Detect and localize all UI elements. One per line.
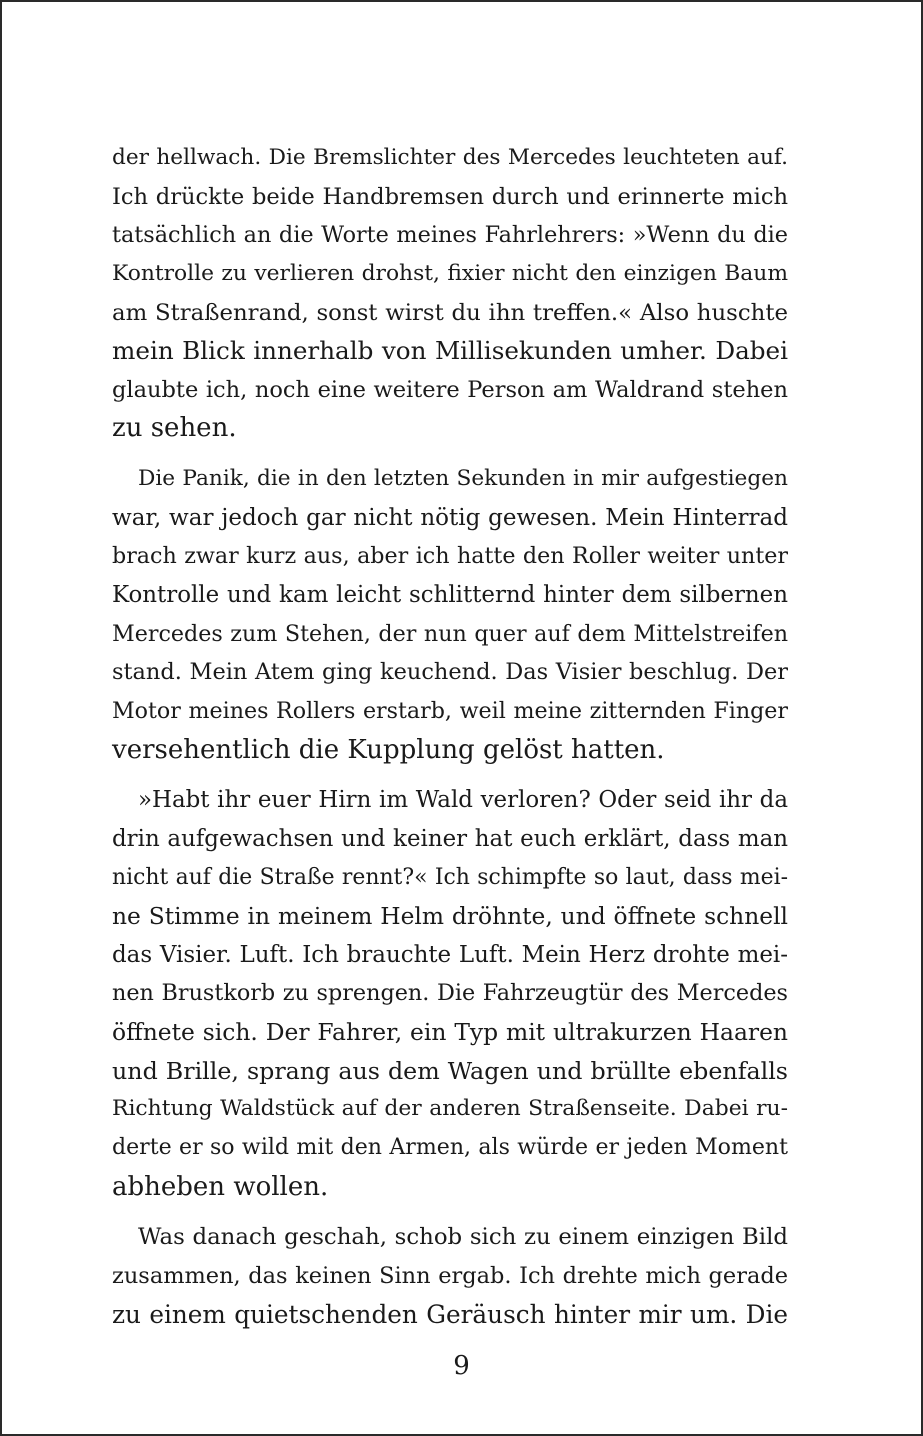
text-line: derte er so wild mit den Armen, als würde er jeden Moment [112, 1135, 788, 1161]
text-line: Was danach geschah, schob sich zu einem einzigen Bild [138, 1224, 788, 1251]
text-line: war, war jedoch gar nicht nötig gewesen. Mein Hinterrad [112, 504, 788, 531]
paragraph-4 [112, 1218, 788, 1334]
text-line: zu einem quietschenden Geräusch hinter mir um. Die [112, 1299, 788, 1329]
text-line: das Visier. Luft. Ich brauchte Luft. Mein Herz drohte mei- [112, 941, 788, 968]
paragraph-gap [112, 1206, 788, 1218]
text-line: Richtung Waldstück auf der anderen Straßenseite. Dabei ru- [112, 1096, 788, 1122]
body-text [112, 139, 788, 1334]
text-line: der hellwach. Die Bremslichter des Mercedes leuchteten auf. [112, 145, 788, 170]
paragraph-2 [112, 460, 788, 769]
text-line: Die Panik, die in den letzten Sekunden in mir aufgestiegen [138, 466, 788, 492]
paragraph-gap [112, 448, 788, 460]
text-line: Kontrolle und kam leicht schlitternd hinter dem silbernen [112, 582, 788, 609]
paragraph-gap [112, 769, 788, 781]
text-line: Ich drückte beide Handbremsen durch und erinnerte mich [112, 183, 788, 210]
text-line: ne Stimme in meinem Helm dröhnte, und öffnete schnell [112, 902, 788, 931]
text-line: am Straßenrand, sonst wirst du ihn treffen.« Also huschte [112, 299, 788, 326]
text-line: stand. Mein Atem ging keuchend. Das Visier beschlug. Der [112, 659, 788, 686]
text-line: Motor meines Rollers erstarb, weil meine zitternden Finger [112, 697, 788, 724]
text-line: nen Brustkorb zu sprengen. Die Fahrzeugtür des Mercedes [112, 980, 788, 1007]
page-number: 9 [453, 1351, 470, 1381]
paragraph-1 [112, 139, 788, 448]
text-line: drin aufgewachsen und keiner hat euch erklärt, dass man [112, 825, 788, 852]
paragraph-3 [112, 781, 788, 1206]
text-line: öffnete sich. Der Fahrer, ein Typ mit ultrakurzen Haaren [112, 1018, 788, 1047]
text-line: nicht auf die Straße rennt?« Ich schimpfte so laut, dass mei- [112, 864, 788, 890]
text-line: versehentlich die Kupplung gelöst hatten. [112, 734, 665, 765]
text-line: und Brille, sprang aus dem Wagen und brüllte ebenfalls [112, 1056, 788, 1085]
text-line: Kontrolle zu verlieren drohst, fixier nicht den einzigen Baum [112, 260, 788, 286]
text-line: Mercedes zum Stehen, der nun quer auf dem Mittelstreifen [112, 620, 788, 647]
text-line: glaubte ich, noch eine weitere Person am Waldrand stehen [112, 376, 788, 403]
text-line: mein Blick innerhalb von Millisekunden umher. Dabei [112, 336, 788, 366]
text-line: »Habt ihr euer Hirn im Wald verloren? Oder seid ihr da [138, 787, 788, 814]
text-line: brach zwar kurz aus, aber ich hatte den Roller weiter unter [112, 543, 788, 570]
text-line: abheben wollen. [112, 1171, 329, 1202]
text-line: zusammen, das keinen Sinn ergab. Ich drehte mich gerade [112, 1262, 788, 1289]
text-line: tatsächlich an die Worte meines Fahrlehrers: »Wenn du die [112, 222, 788, 249]
text-line: zu sehen. [112, 413, 237, 444]
